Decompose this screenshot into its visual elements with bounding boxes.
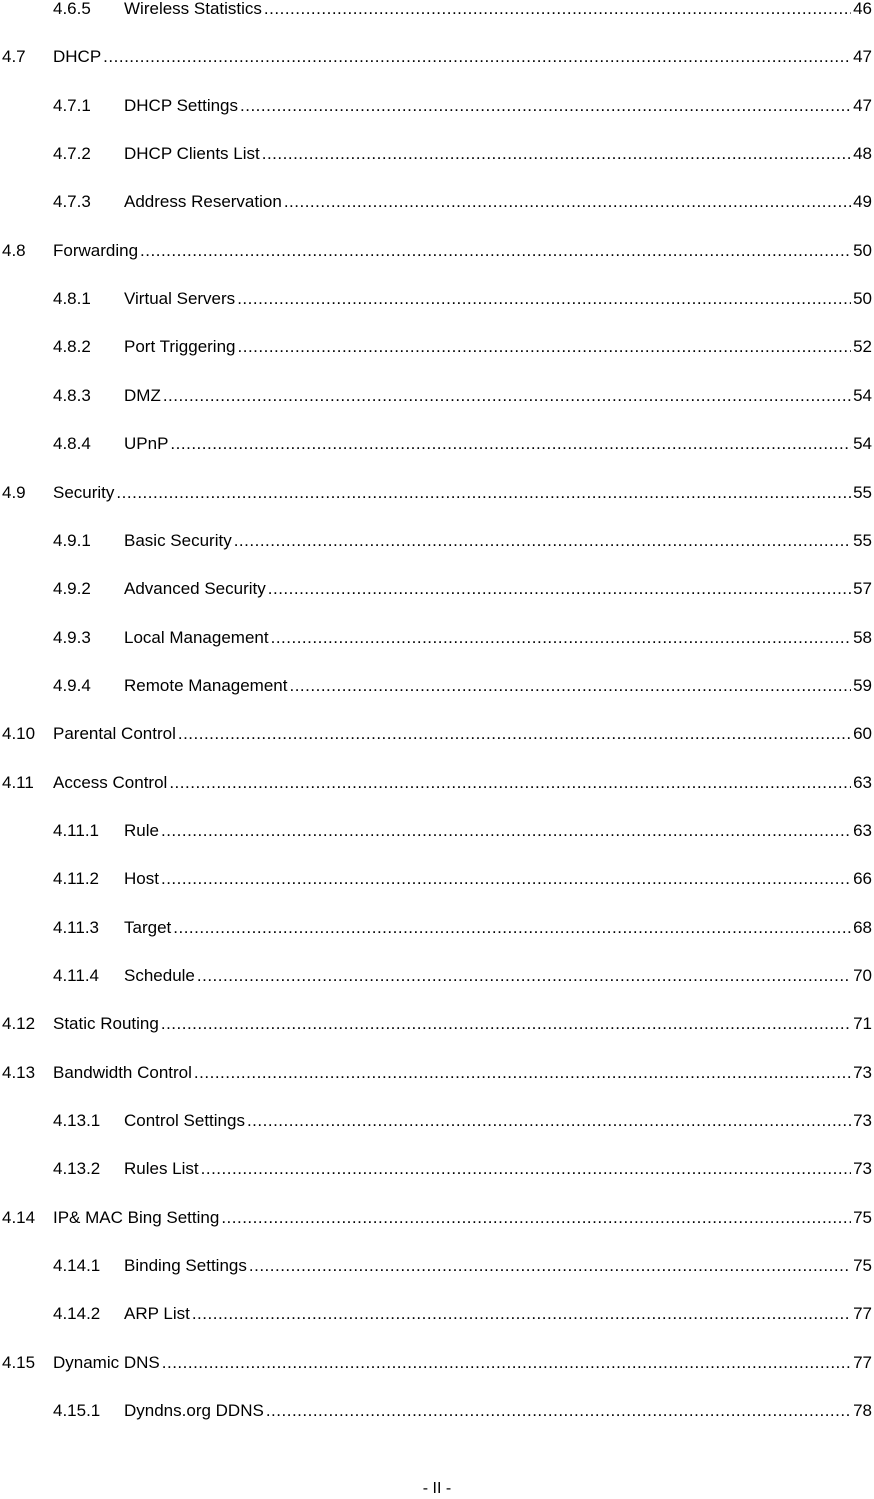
toc-entry-line — [124, 625, 874, 651]
dot-leader — [194, 1060, 851, 1086]
toc-entry-title: Rules List — [124, 1156, 199, 1182]
toc-entry-line — [53, 1060, 874, 1086]
toc-entry-line — [124, 963, 874, 989]
toc-entry[interactable] — [0, 431, 874, 457]
toc-entry[interactable] — [0, 44, 874, 70]
toc-entry[interactable] — [0, 189, 874, 215]
toc-entry-line — [53, 238, 874, 264]
toc-entry-page: 55 — [853, 482, 872, 502]
toc-entry-line — [53, 770, 874, 796]
toc-entry-page: 50 — [853, 289, 872, 309]
toc-entry[interactable] — [0, 1108, 874, 1134]
toc-entry-number: 4.8.4 — [53, 434, 91, 454]
toc-entry-title: Security — [53, 480, 114, 506]
toc-entry[interactable] — [0, 93, 874, 119]
toc-entry-number: 4.7.3 — [53, 192, 91, 212]
toc-entry-title: Rule — [124, 818, 159, 844]
toc-entry-line — [124, 528, 874, 554]
toc-entry-line — [53, 44, 874, 70]
toc-entry-page: 52 — [853, 337, 872, 357]
toc-entry-number: 4.9 — [2, 482, 26, 502]
toc-entry-number: 4.8.2 — [53, 337, 91, 357]
toc-entry-title: Local Management — [124, 625, 269, 651]
toc-entry-number: 4.7.2 — [53, 144, 91, 164]
toc-entry-number: 4.15.1 — [53, 1401, 101, 1421]
toc-entry-page: 70 — [853, 966, 872, 985]
toc-entry-title: DHCP Clients List — [124, 141, 260, 167]
toc-entry-number: 4.14 — [2, 1207, 36, 1227]
toc-entry-line — [53, 1350, 874, 1376]
toc-entry-line — [124, 1253, 874, 1279]
toc-entry[interactable] — [0, 576, 874, 602]
toc-entry[interactable] — [0, 480, 874, 506]
toc-entry-title: Dyndns.org DDNS — [124, 1398, 264, 1424]
toc-entry-line — [124, 673, 874, 699]
dot-leader — [237, 286, 851, 312]
toc-entry-page: 48 — [853, 144, 872, 164]
toc-entry-page: 73 — [853, 1062, 872, 1082]
toc-entry-page: 57 — [853, 579, 872, 599]
toc-entry-page: 66 — [853, 869, 872, 889]
toc-entry-number: 4.11.2 — [53, 869, 100, 889]
toc-entry-line — [124, 1301, 874, 1327]
toc-entry-page: 55 — [853, 530, 872, 550]
toc-entry-number: 4.14.1 — [53, 1256, 101, 1276]
toc-entry-number: 4.8.1 — [53, 289, 91, 309]
toc-entry-title: DMZ — [124, 383, 161, 409]
toc-entry-title: Control Settings — [124, 1108, 245, 1134]
toc-entry-number: 4.13.1 — [53, 1111, 101, 1131]
toc-entry-title: Wireless Statistics — [124, 0, 262, 22]
toc-entry-number: 4.7 — [2, 47, 26, 67]
toc-entry-line — [124, 866, 874, 892]
toc-entry-line — [124, 1156, 874, 1182]
toc-entry-line — [124, 1108, 874, 1134]
toc-entry[interactable] — [0, 1398, 874, 1424]
toc-entry-line — [124, 1398, 874, 1424]
toc-entry[interactable] — [0, 721, 874, 747]
toc-entry-line — [53, 1011, 874, 1037]
toc-entry[interactable] — [0, 1253, 874, 1279]
dot-leader — [271, 625, 851, 651]
toc-entry-number: 4.9.4 — [53, 675, 91, 695]
dot-leader — [266, 1398, 851, 1424]
toc-entry-page: 77 — [853, 1304, 872, 1324]
toc-entry-title: Basic Security — [124, 528, 232, 554]
toc-entry-page: 63 — [853, 772, 872, 792]
toc-entry-title: DHCP Settings — [124, 93, 238, 119]
toc-entry-page: 47 — [853, 95, 872, 115]
toc-entry-number: 4.13 — [2, 1062, 36, 1082]
toc-entry-number: 4.9.3 — [53, 627, 91, 647]
toc-entry-line — [53, 480, 874, 506]
dot-leader — [240, 93, 851, 119]
dot-leader — [178, 721, 851, 747]
dot-leader — [264, 0, 851, 22]
dot-leader — [284, 189, 851, 215]
dot-leader — [162, 1350, 851, 1376]
toc-entry[interactable] — [0, 1350, 874, 1376]
dot-leader — [140, 238, 851, 264]
toc-entry-number: 4.11 — [2, 772, 34, 792]
toc-entry[interactable] — [0, 915, 874, 941]
dot-leader — [289, 673, 851, 699]
toc-entry-title: IP& MAC Bing Setting — [53, 1205, 219, 1231]
dot-leader — [221, 1205, 851, 1231]
toc-entry-page: 71 — [853, 1014, 872, 1034]
toc-entry-page: 73 — [853, 1111, 872, 1131]
toc-entry-line — [124, 818, 874, 844]
toc-entry-title: Bandwidth Control — [53, 1060, 192, 1086]
dot-leader — [161, 1011, 851, 1037]
toc-entry-line — [124, 383, 874, 409]
toc-entry[interactable] — [0, 1156, 874, 1182]
toc-entry-number: 4.9.1 — [53, 530, 91, 550]
toc-entry-line — [124, 431, 874, 457]
toc-entry-number: 4.6.5 — [53, 0, 91, 18]
toc-entry[interactable] — [0, 286, 874, 312]
toc-entry-page: 54 — [853, 385, 872, 405]
toc-entry[interactable] — [0, 383, 874, 409]
toc-entry-number: 4.13.2 — [53, 1159, 101, 1179]
toc-entry-page: 49 — [853, 192, 872, 212]
toc-entry-title: Advanced Security — [124, 576, 266, 602]
toc-entry[interactable] — [0, 1060, 874, 1086]
page-number-footer: - II - — [422, 1480, 452, 1497]
toc-entry[interactable] — [0, 963, 874, 989]
toc-entry[interactable] — [0, 528, 874, 554]
toc-entry-line — [124, 189, 874, 215]
toc-entry[interactable] — [0, 1011, 874, 1037]
toc-entry-title: Schedule — [124, 963, 195, 989]
toc-entry[interactable] — [0, 770, 874, 796]
toc-entry-page: 63 — [853, 820, 872, 840]
toc-entry-number: 4.11.3 — [53, 917, 100, 937]
dot-leader — [170, 431, 851, 457]
toc-entry-page: 50 — [853, 240, 872, 260]
toc-entry-page: 47 — [853, 47, 872, 67]
toc-entry-page: 75 — [853, 1207, 872, 1227]
dot-leader — [234, 528, 851, 554]
toc-entry-line — [124, 915, 874, 941]
toc-entry[interactable] — [0, 334, 874, 360]
dot-leader — [192, 1301, 851, 1327]
toc-entry-title: Port Triggering — [124, 334, 236, 360]
toc-entry-number: 4.8 — [2, 240, 26, 260]
dot-leader — [103, 44, 851, 70]
dot-leader — [197, 963, 851, 989]
toc-entry-page: 77 — [853, 1352, 872, 1372]
dot-leader — [268, 576, 851, 602]
dot-leader — [163, 383, 851, 409]
dot-leader — [238, 334, 852, 360]
toc-entry-page: 73 — [853, 1159, 872, 1179]
dot-leader — [247, 1108, 851, 1134]
toc-entry[interactable] — [0, 625, 874, 651]
dot-leader — [249, 1253, 851, 1279]
toc-entry-title: Forwarding — [53, 238, 138, 264]
toc-entry-line — [124, 93, 874, 119]
toc-entry-title: UPnP — [124, 431, 168, 457]
toc-entry-page: 60 — [853, 724, 872, 744]
toc-entry-number: 4.7.1 — [53, 95, 91, 115]
toc-entry-title: DHCP — [53, 44, 101, 70]
toc-entry[interactable] — [0, 238, 874, 264]
toc-entry-title: Access Control — [53, 770, 167, 796]
toc-entry-page: 75 — [853, 1256, 872, 1276]
toc-entry-title: Remote Management — [124, 673, 287, 699]
toc-entry-number: 4.10 — [2, 724, 36, 744]
toc-entry-line — [124, 0, 874, 22]
toc-entry-page: 46 — [853, 0, 872, 18]
toc-entry-page: 78 — [853, 1401, 872, 1421]
dot-leader — [262, 141, 851, 167]
dot-leader — [116, 480, 851, 506]
dot-leader — [173, 915, 851, 941]
toc-entry-title: Address Reservation — [124, 189, 282, 215]
toc-entry-number: 4.8.3 — [53, 385, 91, 405]
toc-entry-number: 4.12 — [2, 1014, 36, 1034]
toc-entry-title: Static Routing — [53, 1011, 159, 1037]
dot-leader — [201, 1156, 851, 1182]
toc-entry-number: 4.9.2 — [53, 579, 91, 599]
toc-entry[interactable] — [0, 866, 874, 892]
toc-entry-title: Virtual Servers — [124, 286, 235, 312]
toc-entry-title: ARP List — [124, 1301, 190, 1327]
toc-entry-page: 54 — [853, 434, 872, 454]
toc-entry-title: Binding Settings — [124, 1253, 247, 1279]
toc-entry-line — [53, 721, 874, 747]
toc-entry-page: 58 — [853, 627, 872, 647]
toc-entry[interactable] — [0, 818, 874, 844]
toc-entry-number: 4.14.2 — [53, 1304, 101, 1324]
toc-entry-page: 59 — [853, 675, 872, 695]
dot-leader — [161, 818, 851, 844]
toc-entry[interactable] — [0, 0, 874, 22]
dot-leader — [161, 866, 851, 892]
toc-entry-line — [53, 1205, 874, 1231]
toc-entry[interactable] — [0, 141, 874, 167]
toc-entry-title: Target — [124, 915, 171, 941]
dot-leader — [169, 770, 851, 796]
toc-entry-title: Dynamic DNS — [53, 1350, 160, 1376]
toc-entry-line — [124, 286, 874, 312]
toc-entry-line — [124, 576, 874, 602]
toc-entry-line — [124, 141, 874, 167]
toc-entry-title: Host — [124, 866, 159, 892]
toc-entry[interactable] — [0, 673, 874, 699]
toc-entry-title: Parental Control — [53, 721, 176, 747]
toc-entry-number: 4.11.1 — [53, 820, 100, 840]
toc-entry-line — [124, 334, 874, 360]
toc-entry[interactable] — [0, 1301, 874, 1327]
toc-entry-page: 68 — [853, 917, 872, 937]
toc-entry-number: 4.11.4 — [53, 966, 100, 985]
toc-entry[interactable] — [0, 1205, 874, 1231]
toc-entry-number: 4.15 — [2, 1352, 36, 1372]
